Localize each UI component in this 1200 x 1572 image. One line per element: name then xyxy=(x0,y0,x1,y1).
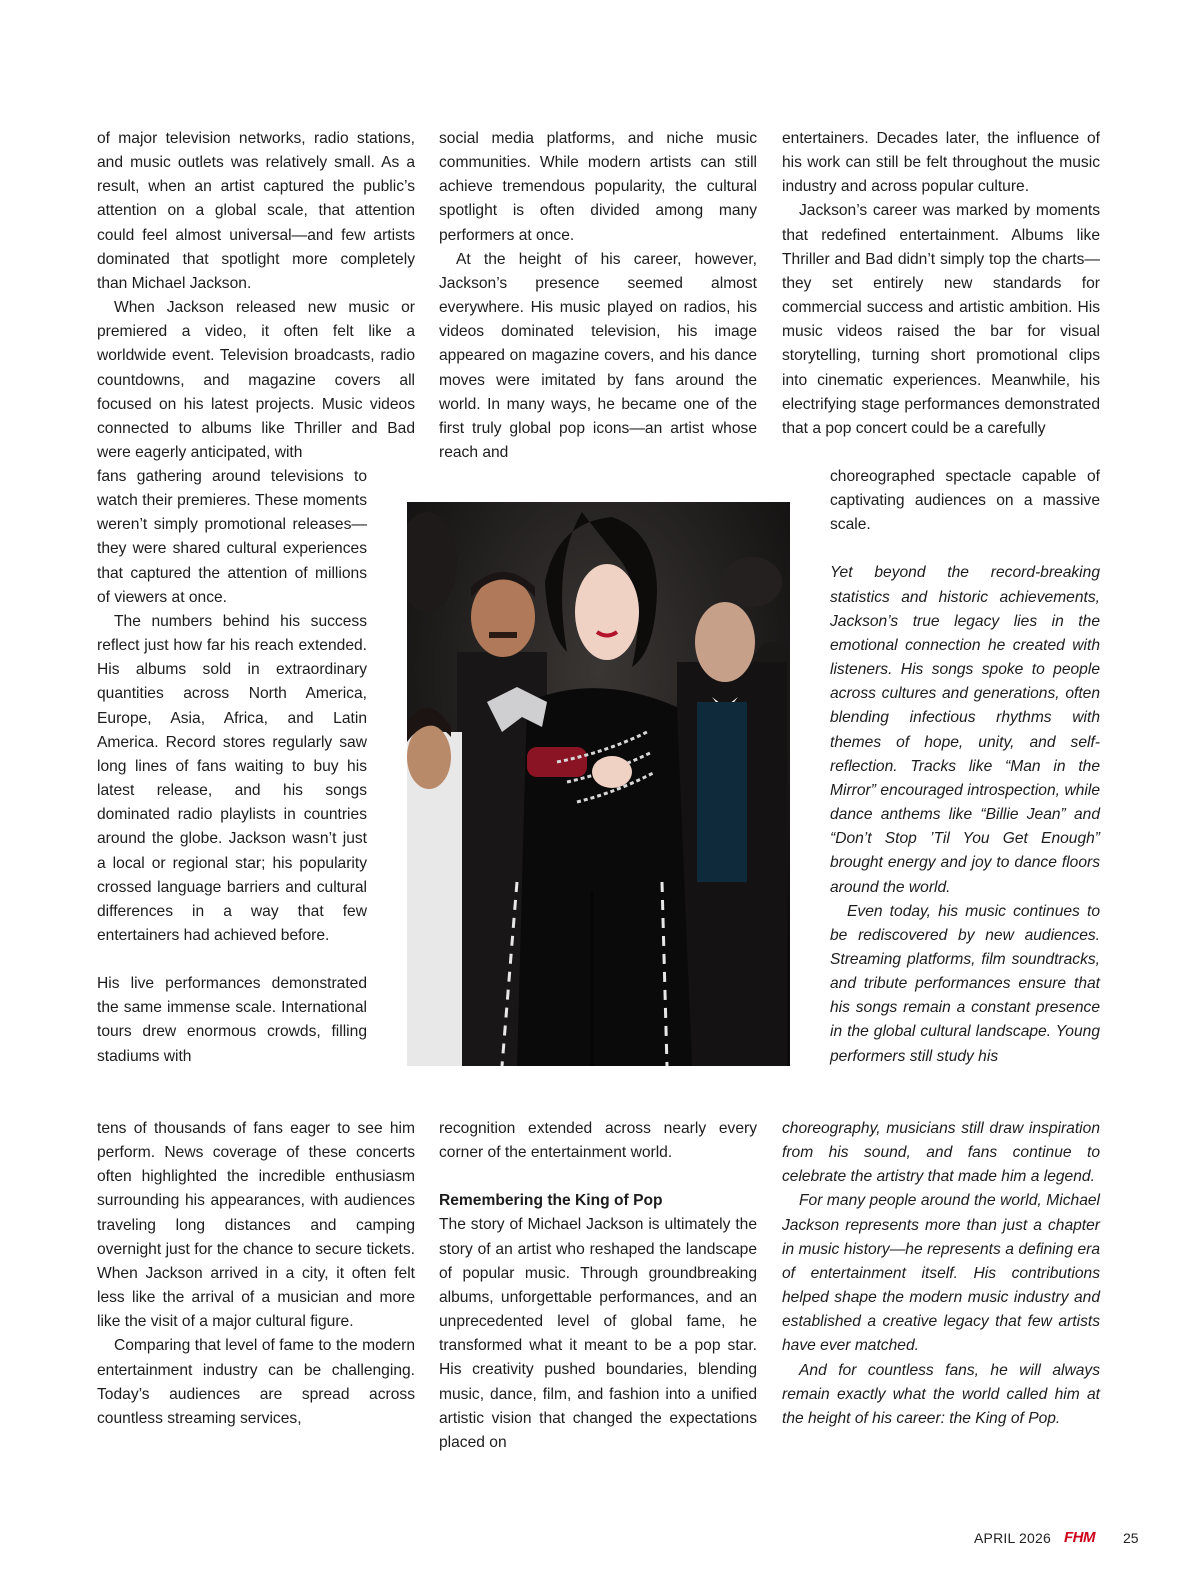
paragraph: of major television networks, radio stations, and music outlets was relatively small. As a result, when an artist captured the public’s attention on a global scale, that attention could feel almost universal—and few artists dominated that spotlight more completely than Michael Jackson. xyxy=(97,130,415,292)
column-2-bottom xyxy=(439,1117,757,1455)
paragraph: Jackson’s career was marked by moments that redefined entertainment. Albums like Thriller and Bad didn’t simply top the charts—they set entirely new standards for commercial success and artistic ambition. His music videos raised the bar for visual storytelling, turning short promotional clips into cinematic experiences. Meanwhile, his electrifying stage performances demonstrated that a pop concert could be a carefully xyxy=(782,202,1100,437)
paragraph: The numbers behind his success reflect just how far his reach extended. His albums sold in extraordinary quantities across North America, Europe, Asia, Africa, and Latin America. Record stores regularly saw long lines of fans waiting to buy his latest release, and his songs dominated radio playlists in countries around the globe. Jackson wasn’t just a local or regional star; his popularity crossed language barriers and cultural differences in a way that few entertainers had achieved before. xyxy=(97,612,367,944)
paragraph: fans gathering around televisions to watch their premieres. These moments weren’t simply promotional releases—they were shared cultural experiences that captured the attention of millions of viewers at once. xyxy=(97,468,367,606)
paragraph: Even today, his music continues to be rediscovered by new audiences. Streaming platforms, film soundtracks, and tribute performances ensure that his songs remain a constant presence in the global cultural landscape. Young performers still study his xyxy=(830,902,1100,1065)
paragraph: When Jackson released new music or premiered a video, it often felt like a worldwide event. Television broadcasts, radio countdowns, and magazine covers all focused on his latest projects. Music videos connected to albums like Thriller and Bad were eagerly anticipated, with xyxy=(97,299,415,462)
paragraph: The story of Michael Jackson is ultimately the story of an artist who reshaped the landscape of popular music. Through groundbreaking albums, unforgettable performances, and an unprecedented level of global fame, he transformed what it meant to be a pop star. His creativity pushed boundaries, blending music, dance, film, and fashion into a unified artistic vision that changed the expectations placed on xyxy=(439,1216,757,1451)
paragraph: His live performances demonstrated the same immense scale. International tours drew enormous crowds, filling stadiums with xyxy=(97,975,367,1065)
paragraph: At the height of his career, however, Jackson’s presence seemed almost everywhere. His music played on radios, his videos dominated television, his image appeared on magazine covers, and his dance moves were imitated by fans around the world. In many ways, he became one of the first truly global pop icons—an artist whose reach and xyxy=(439,250,757,462)
paragraph: And for countless fans, he will always remain exactly what the world called him at the height of his career: the King of Pop. xyxy=(782,1361,1100,1427)
paragraph: tens of thousands of fans eager to see him perform. News coverage of these concerts often highlighted the incredible enthusiasm surrounding his appearances, with audiences traveling long distances and camping overnight just for the chance to secure tickets. When Jackson arrived in a city, it often felt less like the arrival of a musician and more like the visit of a major cultural figure. xyxy=(97,1120,415,1331)
page-footer xyxy=(960,1528,1140,1548)
paragraph: Comparing that level of fame to the modern entertainment industry can be challenging. Today’s audiences are spread across countless streaming services, xyxy=(97,1337,415,1427)
issue-date: APRIL 2026 xyxy=(974,1530,1051,1546)
column-3-bottom xyxy=(782,1117,1100,1431)
column-3-wrap xyxy=(830,465,1100,1069)
photo-illustration xyxy=(407,502,790,1066)
paragraph: recognition extended across nearly every corner of the entertainment world. xyxy=(439,1120,757,1162)
column-1-wrap xyxy=(97,465,367,1069)
paragraph: entertainers. Decades later, the influence of his work can still be felt throughout the music industry and across popular culture. xyxy=(782,130,1100,196)
column-2-top xyxy=(439,127,757,465)
performer-photo xyxy=(407,502,790,1066)
paragraph: choreographed spectacle capable of captivating audiences on a massive scale. xyxy=(830,468,1100,534)
paragraph: For many people around the world, Michael Jackson represents more than just a chapter in music history—he represents a defining era of entertainment itself. His contributions helped shape the modern music industry and established a creative legacy that few artists have ever matched. xyxy=(782,1192,1100,1355)
paragraph: Yet beyond the record-breaking statistics and historic achievements, Jackson’s true legacy lies in the emotional connection he created with listeners. His songs spoke to people across cultures and generations, often blending infectious rhythms with themes of hope, unity, and self-reflection. Tracks like “Man in the Mirror” encouraged introspection, while dance anthems like “Billie Jean” and “Don’t Stop ’Til You Get Enough” brought energy and joy to dance floors around the world. xyxy=(830,564,1100,896)
paragraph: social media platforms, and niche music communities. While modern artists can still achieve tremendous popularity, the cultural spotlight is often divided among many performers at once. xyxy=(439,130,757,244)
section-heading: Remembering the King of Pop xyxy=(439,1192,663,1210)
column-1-bottom xyxy=(97,1117,415,1431)
page-number: 25 xyxy=(1123,1530,1139,1546)
column-1-top xyxy=(97,127,415,465)
column-3-top xyxy=(782,127,1100,441)
magazine-logo: FHM xyxy=(1064,1529,1095,1546)
paragraph: choreography, musicians still draw inspiration from his sound, and fans continue to celebrate the artistry that made him a legend. xyxy=(782,1120,1100,1186)
